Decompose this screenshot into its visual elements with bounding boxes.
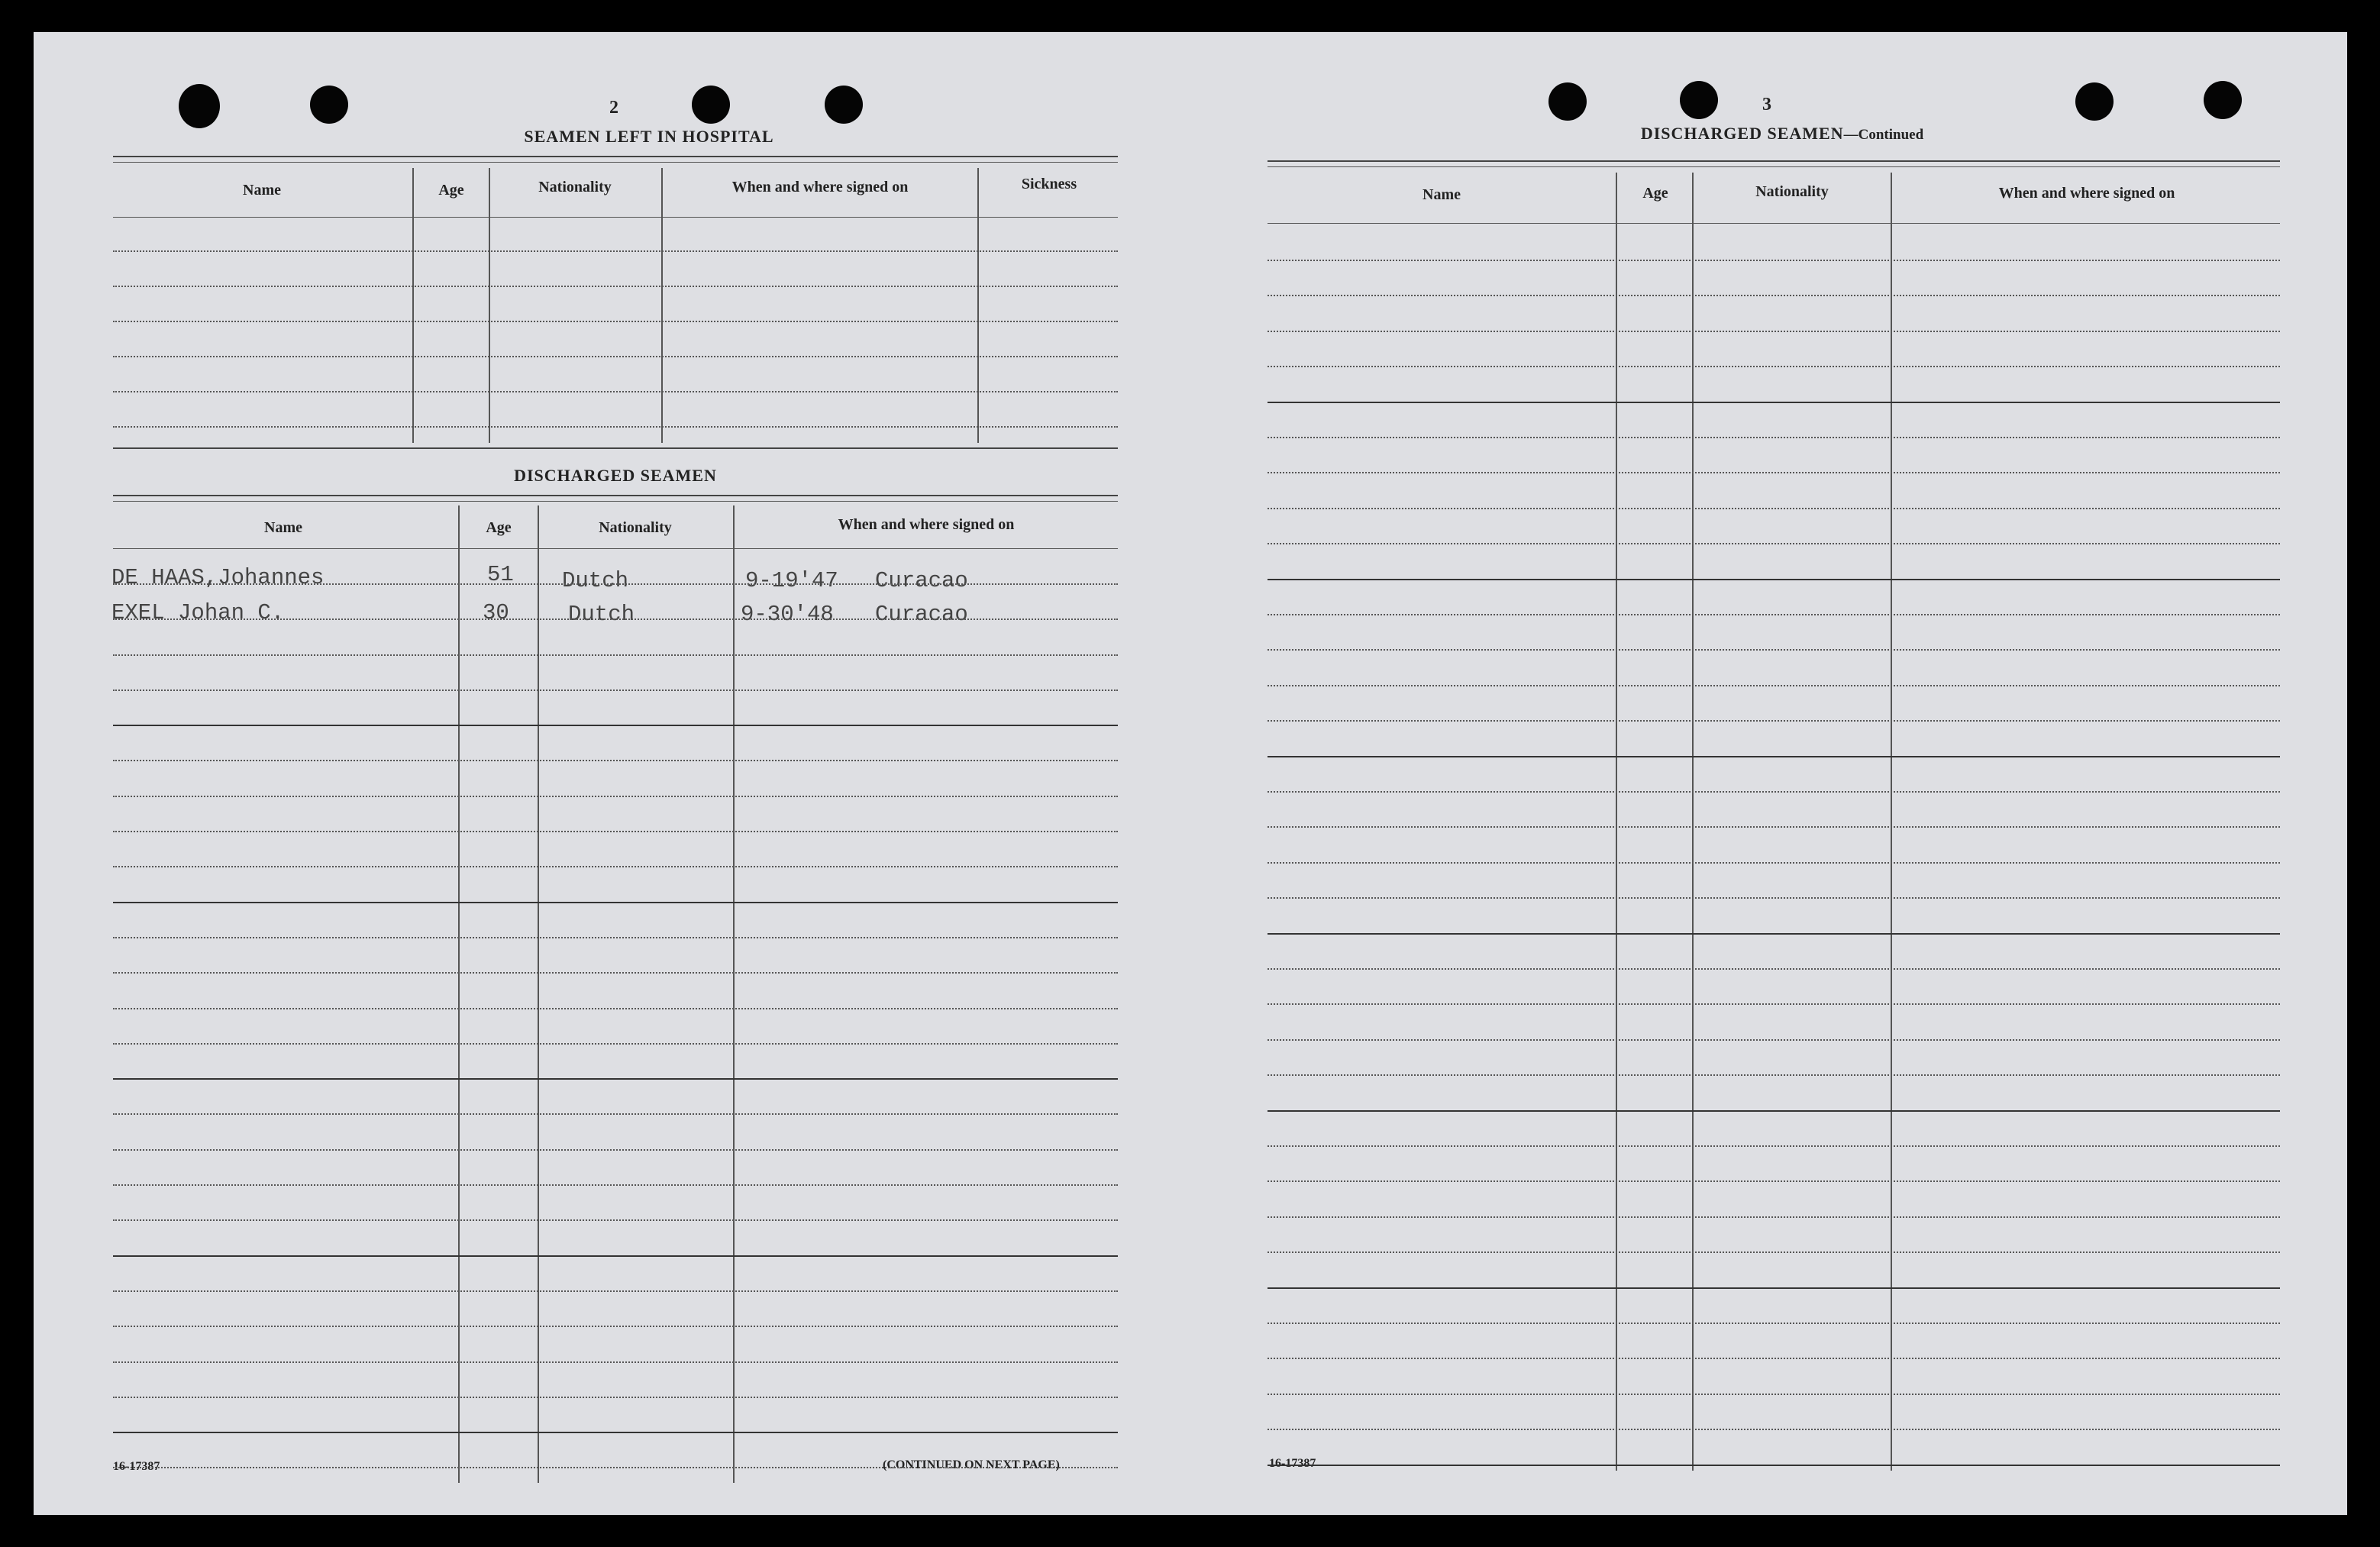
column-divider [412, 168, 414, 443]
ruled-line [1268, 295, 2280, 296]
ruled-line [113, 796, 1118, 797]
ruled-line [1268, 720, 2280, 722]
ruled-line [113, 1043, 1118, 1045]
ruled-line [113, 1326, 1118, 1327]
ruled-line [113, 426, 1118, 428]
seaman-name: EXEL Johan C. [111, 600, 285, 625]
column-divider [489, 168, 490, 443]
ruled-line [113, 1432, 1118, 1433]
column-header-name: Name [243, 182, 281, 199]
column-divider [1891, 173, 1892, 1471]
ruled-line [1268, 1465, 2280, 1466]
column-divider [458, 505, 460, 1483]
ruled-line [1268, 1287, 2280, 1289]
ruled-line [1268, 579, 2280, 580]
ruled-line [113, 1113, 1118, 1115]
column-header-nationality: Nationality [538, 179, 612, 195]
column-header-name: Name [1423, 186, 1461, 203]
ruled-line [113, 1184, 1118, 1186]
divider [113, 501, 1118, 502]
ruled-line [1268, 685, 2280, 686]
ruled-line [1268, 1110, 2280, 1112]
title-suffix: —Continued [1843, 127, 1924, 143]
ruled-line [1268, 223, 2280, 224]
ruled-line [1268, 1323, 2280, 1324]
column-header-age: Age [486, 519, 512, 536]
ruled-line [113, 583, 1118, 585]
column-divider [733, 505, 735, 1483]
ruled-line [113, 618, 1118, 620]
ruled-line [1268, 260, 2280, 261]
ruled-line [1268, 1394, 2280, 1395]
ruled-line [113, 760, 1118, 761]
ruled-line [113, 391, 1118, 392]
ruled-line [113, 1219, 1118, 1221]
signed-on-place: Curacao [875, 602, 968, 627]
ruled-line [1268, 508, 2280, 509]
ruled-line [1268, 897, 2280, 899]
title-main: DISCHARGED SEAMEN [1640, 124, 1844, 143]
ruled-line [113, 1149, 1118, 1151]
ruled-line [1268, 649, 2280, 651]
column-header-age: Age [1642, 185, 1668, 202]
divider [1268, 160, 2280, 162]
ruled-line [1268, 1180, 2280, 1182]
ruled-line [1268, 933, 2280, 935]
column-header-signed-on: When and where signed on [731, 179, 909, 195]
column-header-signed-on: When and where signed on [1998, 185, 2175, 202]
signed-on-date: 9-19'47 [745, 568, 838, 593]
signed-on-place: Curacao [875, 568, 968, 593]
page-number-right: 3 [1762, 95, 1771, 115]
seaman-name: DE HAAS,Johannes [111, 565, 325, 590]
ruled-line [1268, 1074, 2280, 1076]
punch-hole [310, 86, 348, 124]
divider [113, 495, 1118, 496]
ruled-line [113, 654, 1118, 656]
form-number-right: 16-17387 [1269, 1457, 1316, 1470]
form-number-left: 16-17387 [113, 1460, 160, 1473]
document-sheet [34, 32, 2347, 1515]
ruled-line [113, 1078, 1118, 1080]
page-number-left: 2 [609, 98, 618, 118]
ruled-line [113, 217, 1118, 218]
seaman-age: 30 [483, 600, 509, 625]
column-divider [1616, 173, 1617, 1471]
divider [113, 162, 1118, 163]
ruled-line [1268, 791, 2280, 793]
ruled-line [113, 937, 1118, 938]
punch-hole [1548, 82, 1587, 121]
seaman-age: 51 [487, 562, 514, 587]
ruled-line [1268, 437, 2280, 438]
punch-hole [179, 84, 220, 128]
column-divider [538, 505, 539, 1483]
ruled-line [113, 286, 1118, 287]
divider [1268, 166, 2280, 167]
column-divider [661, 168, 663, 443]
ruled-line [113, 725, 1118, 726]
column-divider [1692, 173, 1694, 1471]
ruled-line [113, 690, 1118, 691]
ruled-line [1268, 614, 2280, 615]
signed-on-date: 9-30'48 [741, 602, 834, 627]
punch-hole [692, 86, 730, 124]
ruled-line [1268, 331, 2280, 332]
column-header-nationality: Nationality [599, 519, 672, 536]
column-header-nationality: Nationality [1755, 183, 1829, 200]
ruled-line [1268, 543, 2280, 544]
column-header-sickness: Sickness [1021, 176, 1077, 192]
divider [113, 447, 1118, 449]
ruled-line [1268, 826, 2280, 828]
seaman-nationality: Dutch [562, 568, 629, 593]
discharged-continued-title [1553, 124, 2011, 144]
ruled-line [113, 548, 1118, 549]
ruled-line [113, 1397, 1118, 1398]
punch-hole [2075, 82, 2114, 121]
continued-note: (CONTINUED ON NEXT PAGE) [883, 1458, 1060, 1471]
ruled-line [1268, 862, 2280, 864]
hospital-section-title: SEAMEN LEFT IN HOSPITAL [524, 127, 774, 146]
ruled-line [1268, 366, 2280, 367]
column-header-name: Name [264, 519, 302, 536]
divider [113, 156, 1118, 157]
ruled-line [1268, 472, 2280, 473]
punch-hole [2204, 81, 2242, 119]
ruled-line [113, 902, 1118, 903]
ruled-line [113, 321, 1118, 322]
ruled-line [113, 1290, 1118, 1292]
ruled-line [1268, 1039, 2280, 1041]
ruled-line [113, 1361, 1118, 1363]
column-header-signed-on: When and where signed on [838, 516, 1015, 533]
discharged-section-title: DISCHARGED SEAMEN [514, 466, 717, 485]
column-divider [977, 168, 979, 443]
punch-hole [825, 86, 863, 124]
seaman-nationality: Dutch [568, 602, 635, 627]
ruled-line [113, 250, 1118, 252]
ruled-line [1268, 1003, 2280, 1005]
ruled-line [1268, 1216, 2280, 1218]
ruled-line [113, 866, 1118, 867]
ruled-line [1268, 1145, 2280, 1147]
punch-hole [1680, 81, 1718, 119]
ruled-line [1268, 1429, 2280, 1430]
ruled-line [113, 1255, 1118, 1257]
ruled-line [1268, 968, 2280, 970]
ruled-line [113, 831, 1118, 832]
ruled-line [113, 356, 1118, 357]
ruled-line [1268, 1251, 2280, 1253]
ruled-line [113, 1467, 1118, 1468]
ruled-line [113, 1008, 1118, 1009]
ruled-line [1268, 402, 2280, 403]
ruled-line [1268, 756, 2280, 757]
column-header-age: Age [438, 182, 464, 199]
ruled-line [1268, 1358, 2280, 1359]
ruled-line [113, 972, 1118, 974]
